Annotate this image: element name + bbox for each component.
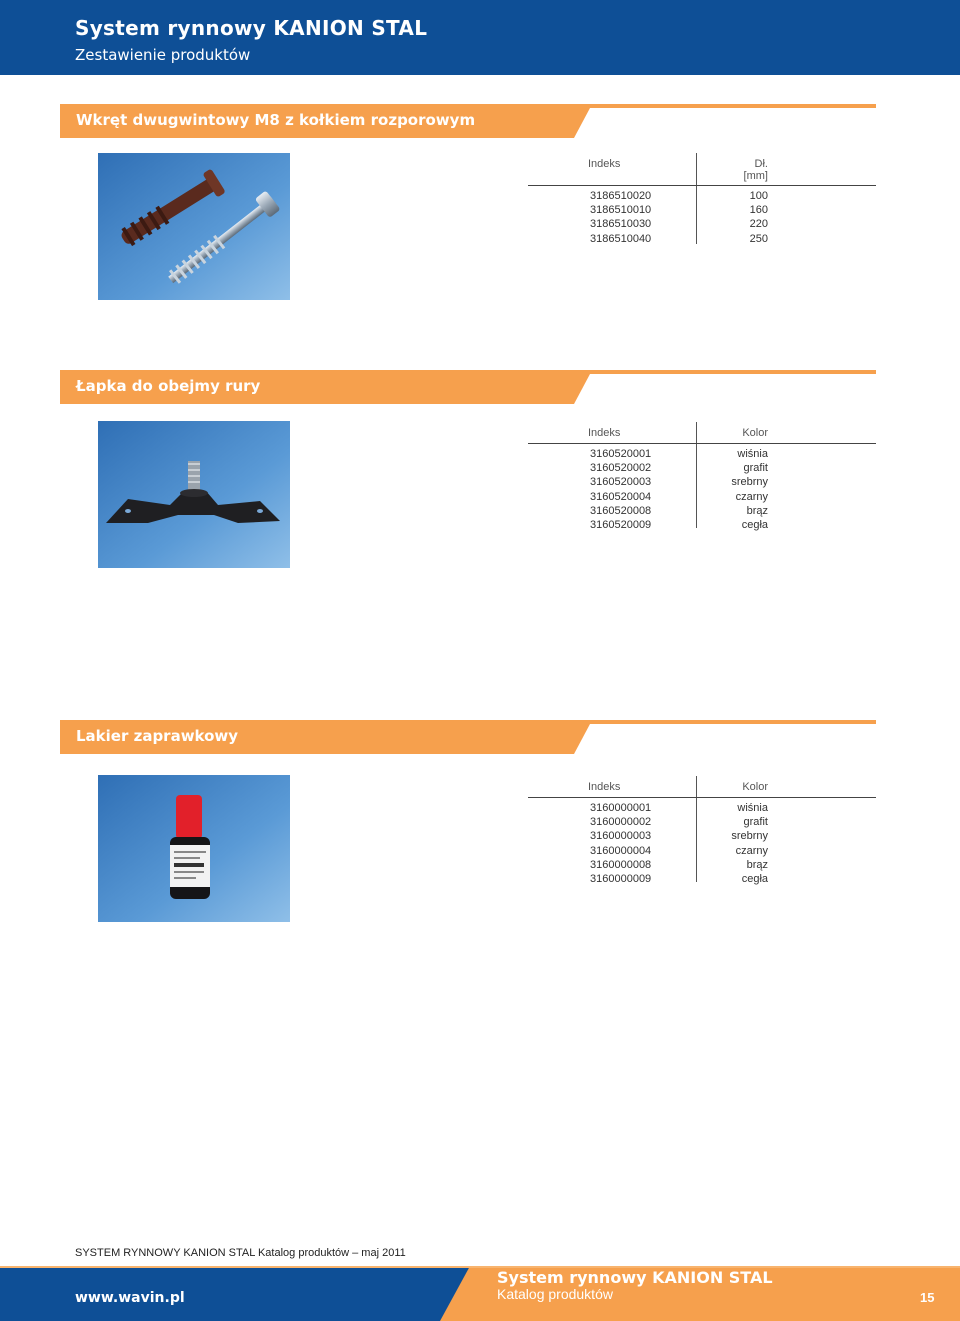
index-cell: 3160520002 [590,462,652,475]
column-header: Indeks [588,427,621,439]
column-header: Kolor [742,427,768,439]
table-row [528,204,876,218]
index-cell: 3160000009 [590,872,652,885]
index-cell: 3160520003 [590,476,652,489]
page-header [0,0,960,75]
index-cell: 3160520004 [590,490,652,503]
value-cell: cegła [741,872,768,885]
table-row [528,448,876,462]
column-header: Indeks [588,781,621,793]
product-table-screw [528,153,876,247]
table-row [528,845,876,859]
page-subtitle: Zestawienie produktów [75,46,251,64]
section-banner [60,370,876,404]
table-body [528,444,876,533]
table-row [528,462,876,476]
value-cell: grafit [743,462,768,475]
page-footer [0,1266,960,1321]
index-cell: 3186510020 [590,190,652,202]
section-title: Wkręt dwugwintowy M8 z kołkiem rozporowym [76,111,476,129]
table-row [528,233,876,247]
table-row [528,190,876,204]
page-title: System rynnowy KANION STAL [75,16,428,40]
table-row [528,476,876,490]
section-title: Lakier zaprawkowy [76,727,239,745]
index-cell: 3160520008 [590,504,652,517]
table-row [528,816,876,830]
page-number: 15 [920,1290,935,1305]
table-header [528,422,876,444]
index-cell: 3186510030 [590,218,652,231]
product-photo-paint [98,775,290,922]
column-header [744,158,768,182]
table-header [528,776,876,798]
footer-note: SYSTEM RYNNOWY KANION STAL Katalog produktów – maj 2011 [75,1247,406,1259]
product-table-paint [528,776,876,887]
table-row [528,218,876,232]
index-cell: 3160000001 [590,802,652,814]
column-header: Kolor [742,781,768,793]
footer-subtitle: Katalog produktów [497,1286,613,1302]
website-link[interactable]: www.wavin.pl [75,1290,185,1306]
table-row [528,519,876,533]
index-cell: 3186510040 [590,232,652,245]
index-cell: 3160000003 [590,830,652,843]
column-header-line: Dł. [754,158,768,170]
value-cell: brąz [746,504,768,517]
value-cell: brąz [746,858,768,871]
section-banner [60,104,876,138]
column-header-line: [mm] [743,170,768,182]
table-row [528,491,876,505]
column-header: Indeks [588,158,621,170]
value-cell: wiśnia [737,802,768,814]
product-photo-screw [98,153,290,300]
table-row [528,505,876,519]
section-title: Łapka do obejmy rury [76,377,261,395]
value-cell: 100 [749,190,768,202]
table-row [528,830,876,844]
value-cell: czarny [735,490,768,503]
footer-title: System rynnowy KANION STAL [497,1268,773,1287]
index-cell: 3160000008 [590,858,652,871]
index-cell: 3160000002 [590,816,652,829]
product-photo-bracket [98,421,290,568]
table-body [528,186,876,247]
value-cell: 250 [749,232,768,245]
value-cell: srebrny [731,476,768,489]
index-cell: 3160520009 [590,518,652,531]
value-cell: wiśnia [737,448,768,460]
table-header [528,153,876,186]
index-cell: 3186510010 [590,204,652,217]
value-cell: 160 [749,204,768,217]
value-cell: grafit [743,816,768,829]
value-cell: czarny [735,844,768,857]
product-table-bracket [528,422,876,533]
value-cell: srebrny [731,830,768,843]
table-row [528,802,876,816]
section-banner [60,720,876,754]
value-cell: cegła [741,518,768,531]
table-row [528,859,876,873]
table-row [528,873,876,887]
index-cell: 3160000004 [590,844,652,857]
table-body [528,798,876,887]
value-cell: 220 [749,218,768,231]
index-cell: 3160520001 [590,448,652,460]
